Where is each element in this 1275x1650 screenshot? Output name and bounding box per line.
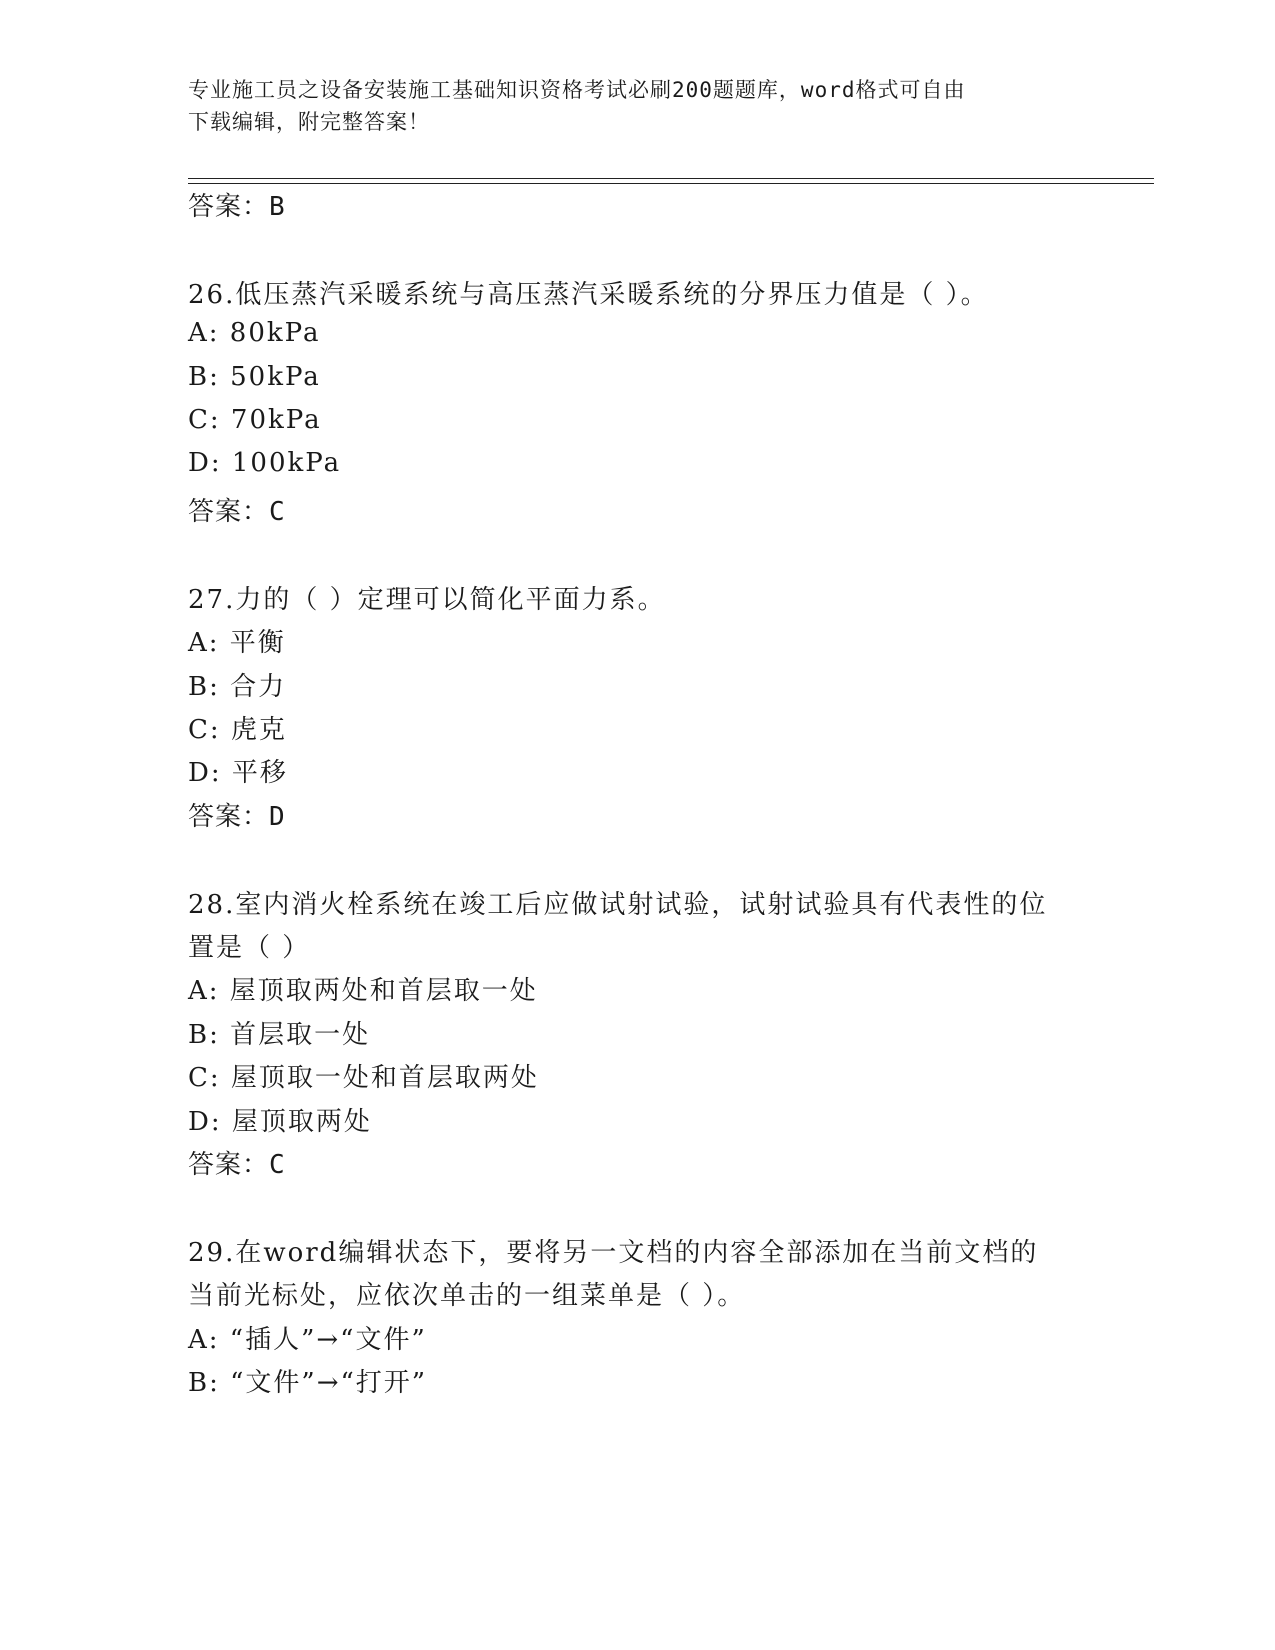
question-26-option-c: C: 70kPa <box>188 405 322 435</box>
question-28-text-line-2: 置是（ ） <box>188 933 311 963</box>
question-27-option-a: A: 平衡 <box>188 628 286 658</box>
question-28-option-d: D: 屋顶取两处 <box>188 1107 372 1137</box>
question-26-text: 26.低压蒸汽采暖系统与高压蒸汽采暖系统的分界压力值是（ ）。 <box>188 280 989 310</box>
answer-label: 答案： <box>188 192 270 222</box>
header-line-2: 下载编辑，附完整答案！ <box>188 110 430 134</box>
question-29-text-line-2: 当前光标处，应依次单击的一组菜单是（ ）。 <box>188 1281 746 1311</box>
question-27-option-b: B: 合力 <box>188 672 287 702</box>
header-divider-bottom <box>188 183 1154 184</box>
question-28-option-a: A: 屋顶取两处和首层取一处 <box>188 976 538 1006</box>
question-29-text-line-1: 29.在word编辑状态下，要将另一文档的内容全部添加在当前文档的 <box>188 1238 1039 1268</box>
question-26-option-d: D: 100kPa <box>188 448 342 478</box>
answer-value: C <box>269 497 286 527</box>
document-header <box>188 74 1078 138</box>
answer-label: 答案： <box>188 497 270 527</box>
question-26-answer <box>188 491 286 528</box>
answer-value: D <box>269 802 286 832</box>
question-26-option-a: A: 80kPa <box>188 318 321 348</box>
question-28-option-b: B: 首层取一处 <box>188 1020 371 1050</box>
question-27-option-d: D: 平移 <box>188 758 288 788</box>
answer-label: 答案： <box>188 1150 270 1180</box>
question-29-option-a: A: “插人”→“文件” <box>188 1325 427 1355</box>
header-line-1: 专业施工员之设备安装施工基础知识资格考试必刷200题题库，word格式可自由 <box>188 78 966 102</box>
question-27-text: 27.力的（ ）定理可以简化平面力系。 <box>188 585 666 615</box>
answer-label: 答案： <box>188 802 270 832</box>
answer-value: C <box>269 1150 286 1180</box>
question-29-option-b: B: “文件”→“打开” <box>188 1368 428 1398</box>
header-divider-top <box>188 178 1154 179</box>
answer-value: B <box>269 192 286 222</box>
question-27-answer <box>188 796 286 833</box>
question-27-option-c: C: 虎克 <box>188 715 287 745</box>
question-26-option-b: B: 50kPa <box>188 362 321 392</box>
question-28-answer <box>188 1144 286 1181</box>
previous-answer <box>188 186 286 223</box>
question-28-option-c: C: 屋顶取一处和首层取两处 <box>188 1063 539 1093</box>
question-28-text-line-1: 28.室内消火栓系统在竣工后应做试射试验，试射试验具有代表性的位 <box>188 890 1048 920</box>
